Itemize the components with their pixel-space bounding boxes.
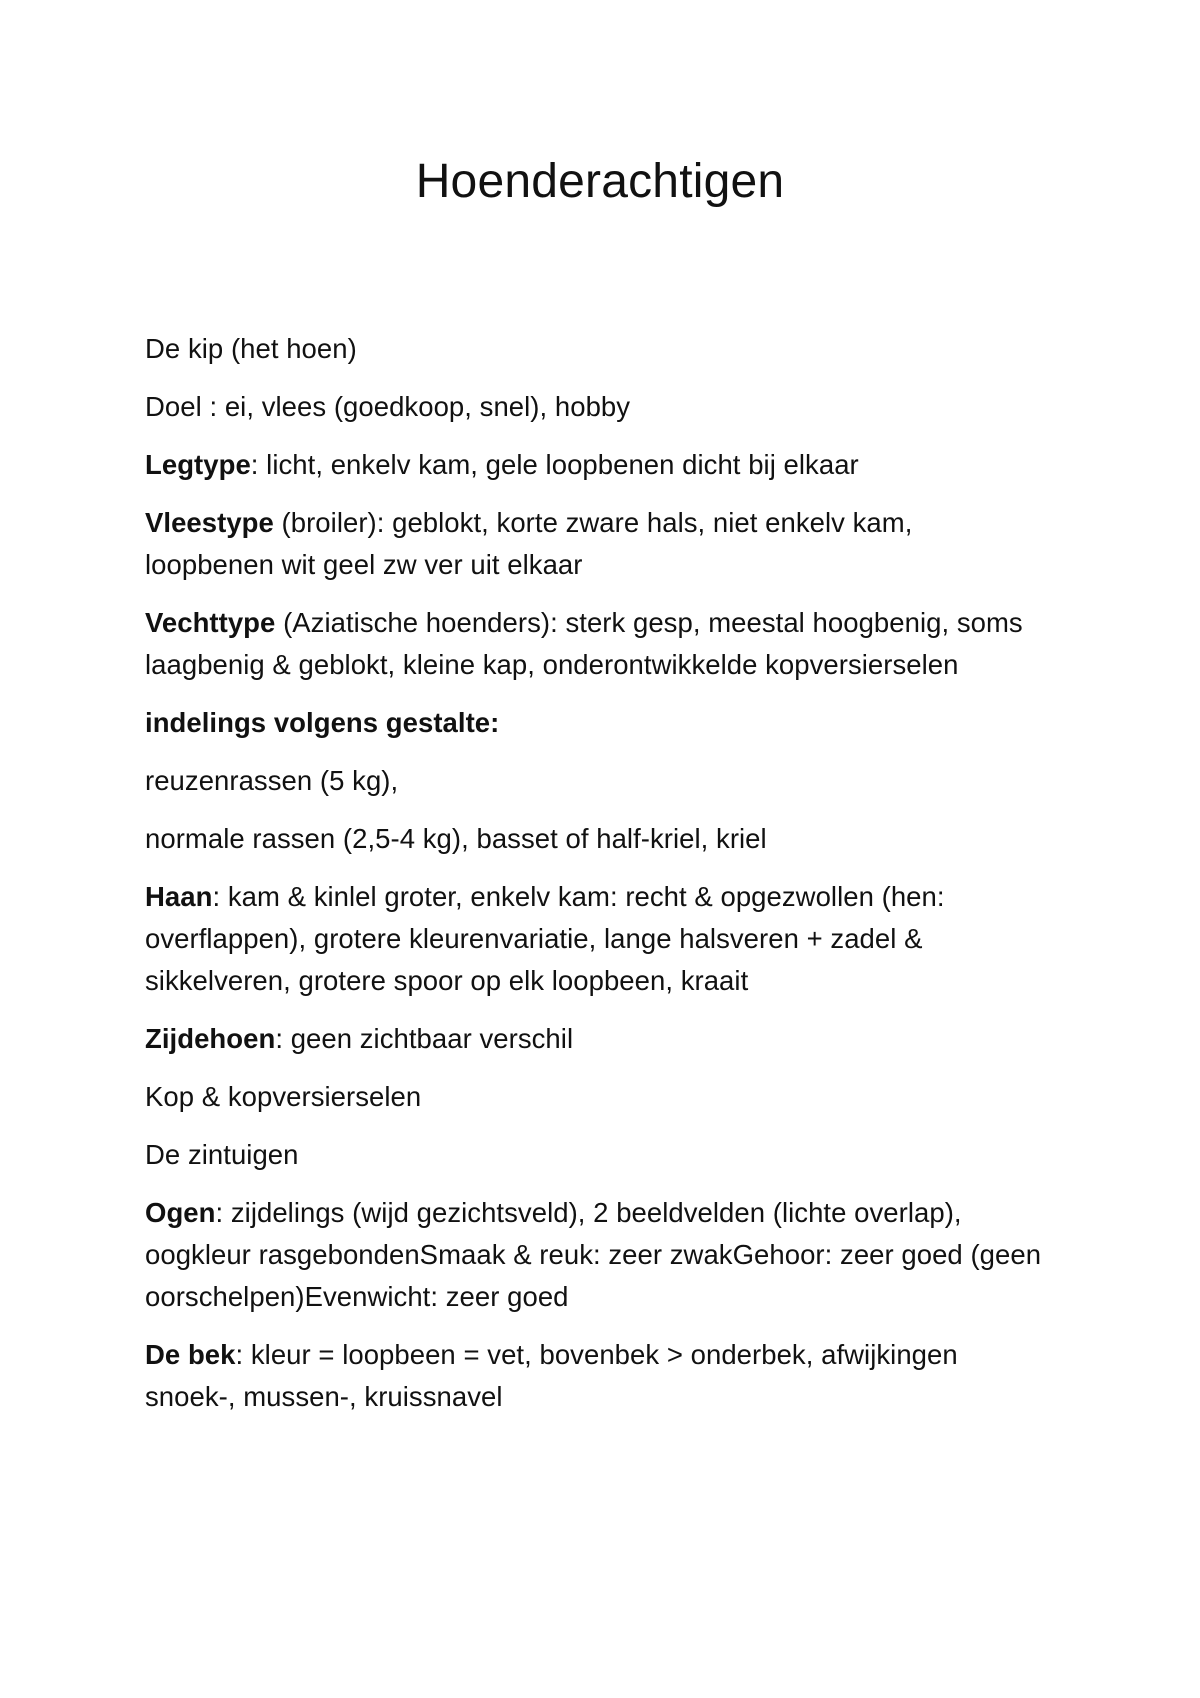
paragraph-vleestype (145, 502, 1045, 586)
paragraph-text: : geen zichtbaar verschil (275, 1023, 574, 1054)
page-title: Hoenderachtigen (415, 155, 785, 208)
paragraph-text: De zintuigen (145, 1139, 299, 1170)
paragraph-legtype (145, 444, 1045, 486)
paragraph-normale-rassen (145, 818, 1045, 860)
paragraph-label: De bek (145, 1339, 236, 1370)
paragraph-doel (145, 386, 1045, 428)
paragraph-zintuigen (145, 1134, 1045, 1176)
paragraph-label: Zijdehoen (145, 1023, 276, 1054)
paragraph-label: indelings volgens gestalte: (145, 707, 500, 738)
paragraph-bek (145, 1334, 1045, 1418)
document-body (145, 328, 1045, 1434)
paragraph-vechttype (145, 602, 1045, 686)
paragraph-intro (145, 328, 1045, 370)
paragraph-text: : kleur = loopbeen = vet, bovenbek > onderbek, afwijkingen snoek-, mussen-, kruissnavel (145, 1339, 958, 1412)
paragraph-label: Vleestype (145, 507, 274, 538)
paragraph-text: reuzenrassen (5 kg), (145, 765, 399, 796)
paragraph-text: Doel : ei, vlees (goedkoop, snel), hobby (145, 391, 631, 422)
paragraph-text: Kop & kopversierselen (145, 1081, 422, 1112)
paragraph-haan (145, 876, 1045, 1002)
paragraph-label: Ogen (145, 1197, 216, 1228)
paragraph-text: : licht, enkelv kam, gele loopbenen dicht bij elkaar (250, 449, 859, 480)
paragraph-kop (145, 1076, 1045, 1118)
paragraph-text: (broiler): geblokt, korte zware hals, niet enkelv kam, loopbenen wit geel zw ver uit elkaar (145, 507, 913, 580)
paragraph-text: normale rassen (2,5-4 kg), basset of half-kriel, kriel (145, 823, 767, 854)
paragraph-indeling-heading (145, 702, 1045, 744)
paragraph-text: (Aziatische hoenders): sterk gesp, meestal hoogbenig, soms laagbenig & geblokt, kleine kap, onderontwikkelde kopversierselen (145, 607, 1023, 680)
paragraph-label: Haan (145, 881, 213, 912)
paragraph-text: : kam & kinlel groter, enkelv kam: recht & opgezwollen (hen: overflappen), grotere kleurenvariatie, lange halsveren + zadel & sikkelveren, grotere spoor op elk loopbeen, kraait (145, 881, 945, 996)
paragraph-reuzenrassen (145, 760, 1045, 802)
paragraph-label: Vechttype (145, 607, 276, 638)
paragraph-zijdehoen (145, 1018, 1045, 1060)
paragraph-ogen (145, 1192, 1045, 1318)
paragraph-text: : zijdelings (wijd gezichtsveld), 2 beeldvelden (lichte overlap), oogkleur rasgebondenSmaak & reuk: zeer zwakGehoor: zeer goed (geen oorschelpen)Evenwicht: zeer goed (145, 1197, 1042, 1312)
paragraph-label: Legtype (145, 449, 251, 480)
paragraph-text: De kip (het hoen) (145, 333, 357, 364)
